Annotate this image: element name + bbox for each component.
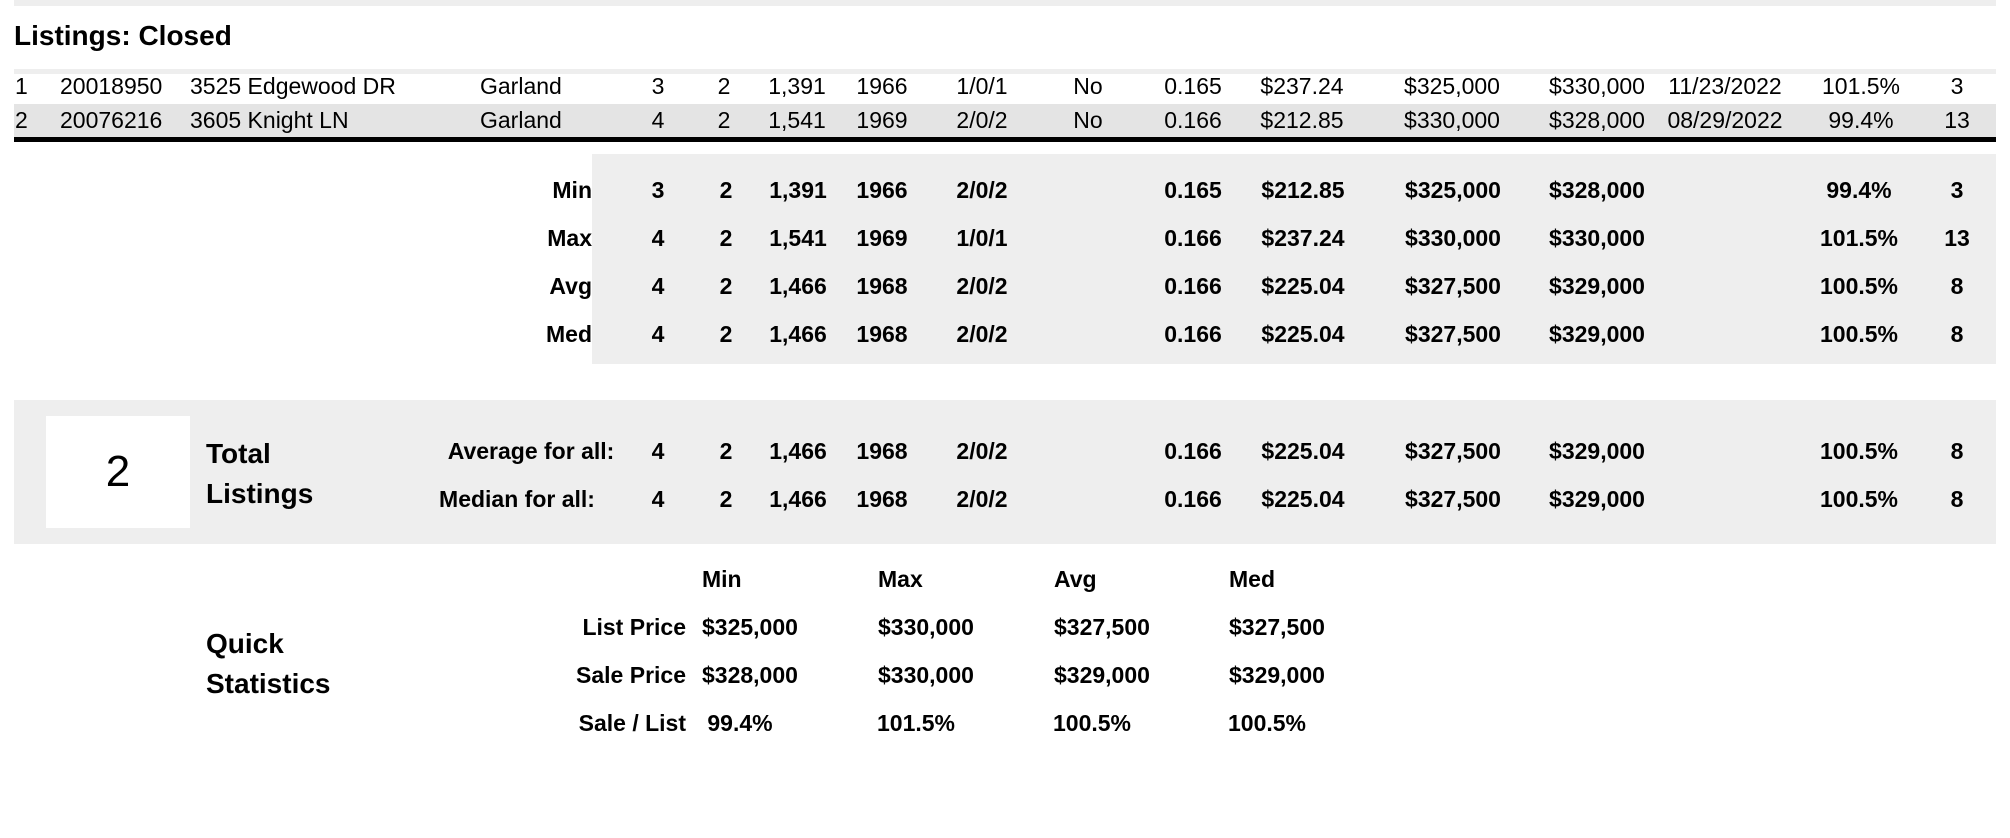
- listing-cell-city: Garland: [480, 73, 562, 99]
- totals-cell-baths: 2: [719, 486, 733, 512]
- summary-cell-baths: 2: [719, 225, 733, 251]
- summary-label: Min: [552, 177, 592, 203]
- quick-stats-line1: Quick: [206, 628, 284, 659]
- summary-cell-beds: 4: [651, 225, 665, 251]
- listing-cell-sale-list: 99.4%: [1828, 107, 1894, 133]
- summary-cell-year-built: 1968: [856, 273, 908, 299]
- total-count: 2: [105, 447, 131, 496]
- listing-cell-mls: 20076216: [60, 107, 163, 133]
- totals-cell-sale-list: 100.5%: [1819, 438, 1899, 464]
- listing-cell-acres: 0.166: [1164, 107, 1222, 133]
- listing-cell-sqft: 1,391: [768, 73, 826, 99]
- header-strip: [14, 0, 1996, 6]
- listing-cell-beds: 3: [651, 73, 665, 99]
- summary-cell-sold-price: $329,000: [1549, 273, 1645, 299]
- summary-cell-garage: 2/0/2: [956, 321, 1008, 347]
- quick-stats-value: 101.5%: [876, 710, 956, 736]
- quick-stats-row-label: Sale / List: [578, 710, 686, 736]
- totals-cell-acres: 0.166: [1164, 486, 1222, 512]
- listing-cell-sold-price: $330,000: [1549, 73, 1645, 99]
- summary-cell-list-price: $330,000: [1405, 225, 1501, 251]
- listing-cell-address: 3525 Edgewood DR: [190, 73, 396, 99]
- summary-label: Avg: [549, 273, 592, 299]
- summary-cell-sqft: 1,466: [769, 321, 827, 347]
- listing-cell-cdom: 3: [1950, 73, 1964, 99]
- total-label-line2: Listings: [206, 478, 314, 509]
- summary-cell-year-built: 1966: [856, 177, 908, 203]
- summary-cell-sqft: 1,466: [769, 273, 827, 299]
- summary-cell-acres: 0.165: [1164, 177, 1222, 203]
- summary-cell-beds: 4: [651, 273, 665, 299]
- summary-cell-year-built: 1969: [856, 225, 908, 251]
- total-count-box: [46, 416, 190, 528]
- listing-cell-pool: No: [1073, 107, 1103, 133]
- summary-cell-garage: 2/0/2: [956, 177, 1008, 203]
- listing-cell-mls: 20018950: [60, 73, 163, 99]
- listing-cell-num: 2: [15, 107, 28, 133]
- summary-cell-list-price: $327,500: [1405, 273, 1501, 299]
- totals-cell-garage: 2/0/2: [956, 486, 1008, 512]
- listing-cell-cdom: 13: [1944, 107, 1970, 133]
- totals-cell-sold-price: $329,000: [1549, 438, 1645, 464]
- totals-cell-garage: 2/0/2: [956, 438, 1008, 464]
- listing-cell-garage: 1/0/1: [956, 73, 1008, 99]
- listing-cell-year-built: 1969: [856, 107, 908, 133]
- totals-cell-sqft: 1,466: [769, 438, 827, 464]
- summary-cell-price-per-sqft: $212.85: [1261, 177, 1345, 203]
- total-label-line1: Total: [206, 438, 271, 469]
- listing-cell-sold-date: 11/23/2022: [1668, 73, 1782, 99]
- quick-stats-row-label: Sale Price: [576, 662, 686, 688]
- summary-cell-cdom: 13: [1944, 225, 1970, 251]
- quick-stats-value: 100.5%: [1227, 710, 1307, 736]
- summary-cell-baths: 2: [719, 177, 733, 203]
- totals-cell-price-per-sqft: $225.04: [1261, 486, 1345, 512]
- totals-cell-beds: 4: [651, 438, 665, 464]
- quick-stats-value: $329,000: [1229, 662, 1325, 688]
- summary-cell-acres: 0.166: [1164, 273, 1222, 299]
- listing-cell-sold-date: 08/29/2022: [1667, 107, 1783, 133]
- listing-cell-list-price: $330,000: [1404, 107, 1500, 133]
- summary-cell-year-built: 1968: [856, 321, 908, 347]
- summary-cell-price-per-sqft: $225.04: [1261, 321, 1345, 347]
- summary-cell-garage: 1/0/1: [956, 225, 1008, 251]
- totals-cell-sold-price: $329,000: [1549, 486, 1645, 512]
- listing-cell-beds: 4: [651, 107, 665, 133]
- quick-stats-value: $327,500: [1229, 614, 1325, 640]
- summary-cell-cdom: 8: [1950, 321, 1964, 347]
- summary-cell-price-per-sqft: $237.24: [1261, 225, 1345, 251]
- summary-cell-sold-price: $330,000: [1549, 225, 1645, 251]
- summary-cell-sale-list: 100.5%: [1819, 273, 1899, 299]
- totals-cell-year-built: 1968: [856, 486, 908, 512]
- totals-cell-year-built: 1968: [856, 438, 908, 464]
- summary-label: Med: [546, 321, 592, 347]
- listing-cell-year-built: 1966: [856, 73, 908, 99]
- summary-cell-list-price: $325,000: [1405, 177, 1501, 203]
- summary-cell-beds: 4: [651, 321, 665, 347]
- summary-cell-baths: 2: [719, 273, 733, 299]
- quick-stats-value: $327,500: [1054, 614, 1150, 640]
- quick-stats-value: 99.4%: [707, 710, 773, 736]
- listing-cell-num: 1: [15, 73, 28, 99]
- totals-cell-baths: 2: [719, 438, 733, 464]
- listing-cell-address: 3605 Knight LN: [190, 107, 349, 133]
- quick-stats-label: [206, 624, 331, 704]
- listing-cell-sale-list: 101.5%: [1821, 73, 1901, 99]
- quick-stats-row-label: List Price: [582, 614, 686, 640]
- quick-stats-value: $329,000: [1054, 662, 1150, 688]
- summary-cell-beds: 3: [651, 177, 665, 203]
- quick-stats-value: $330,000: [878, 662, 974, 688]
- summary-cell-sold-price: $329,000: [1549, 321, 1645, 347]
- table-divider: [14, 137, 1996, 142]
- totals-row-label: Median for all:: [439, 486, 595, 512]
- totals-cell-sale-list: 100.5%: [1819, 486, 1899, 512]
- totals-cell-acres: 0.166: [1164, 438, 1222, 464]
- summary-cell-sale-list: 100.5%: [1819, 321, 1899, 347]
- quick-stats-header: Avg: [1054, 566, 1097, 592]
- summary-cell-sqft: 1,541: [769, 225, 827, 251]
- listing-cell-sqft: 1,541: [768, 107, 826, 133]
- listing-cell-baths: 2: [717, 73, 731, 99]
- section-title: Listings: Closed: [14, 20, 232, 51]
- quick-stats-value: $328,000: [702, 662, 798, 688]
- summary-cell-list-price: $327,500: [1405, 321, 1501, 347]
- summary-cell-sold-price: $328,000: [1549, 177, 1645, 203]
- quick-stats-header: Med: [1229, 566, 1275, 592]
- total-listings-label: [206, 434, 313, 514]
- quick-stats-line2: Statistics: [206, 668, 331, 699]
- summary-cell-garage: 2/0/2: [956, 273, 1008, 299]
- listing-cell-acres: 0.165: [1164, 73, 1222, 99]
- totals-cell-price-per-sqft: $225.04: [1261, 438, 1345, 464]
- quick-stats-value: $325,000: [702, 614, 798, 640]
- totals-cell-cdom: 8: [1950, 438, 1964, 464]
- listing-cell-baths: 2: [717, 107, 731, 133]
- quick-stats-header: Max: [878, 566, 923, 592]
- summary-label: Max: [547, 225, 592, 251]
- summary-cell-price-per-sqft: $225.04: [1261, 273, 1345, 299]
- totals-cell-beds: 4: [651, 486, 665, 512]
- totals-cell-list-price: $327,500: [1405, 486, 1501, 512]
- summary-cell-cdom: 8: [1950, 273, 1964, 299]
- summary-cell-baths: 2: [719, 321, 733, 347]
- summary-cell-sqft: 1,391: [769, 177, 827, 203]
- totals-cell-sqft: 1,466: [769, 486, 827, 512]
- listing-cell-city: Garland: [480, 107, 562, 133]
- summary-cell-acres: 0.166: [1164, 321, 1222, 347]
- listing-cell-list-price: $325,000: [1404, 73, 1500, 99]
- summary-cell-acres: 0.166: [1164, 225, 1222, 251]
- quick-stats-value: 100.5%: [1052, 710, 1132, 736]
- quick-stats-header: Min: [702, 566, 742, 592]
- listing-cell-price-per-sqft: $237.24: [1260, 73, 1344, 99]
- listing-cell-price-per-sqft: $212.85: [1260, 107, 1344, 133]
- listing-cell-pool: No: [1073, 73, 1103, 99]
- quick-stats-value: $330,000: [878, 614, 974, 640]
- totals-cell-list-price: $327,500: [1405, 438, 1501, 464]
- summary-cell-sale-list: 101.5%: [1819, 225, 1899, 251]
- summary-cell-sale-list: 99.4%: [1826, 177, 1892, 203]
- totals-cell-cdom: 8: [1950, 486, 1964, 512]
- listing-cell-garage: 2/0/2: [956, 107, 1008, 133]
- totals-row-label: Average for all:: [447, 438, 615, 464]
- summary-cell-cdom: 3: [1950, 177, 1964, 203]
- listing-cell-sold-price: $328,000: [1549, 107, 1645, 133]
